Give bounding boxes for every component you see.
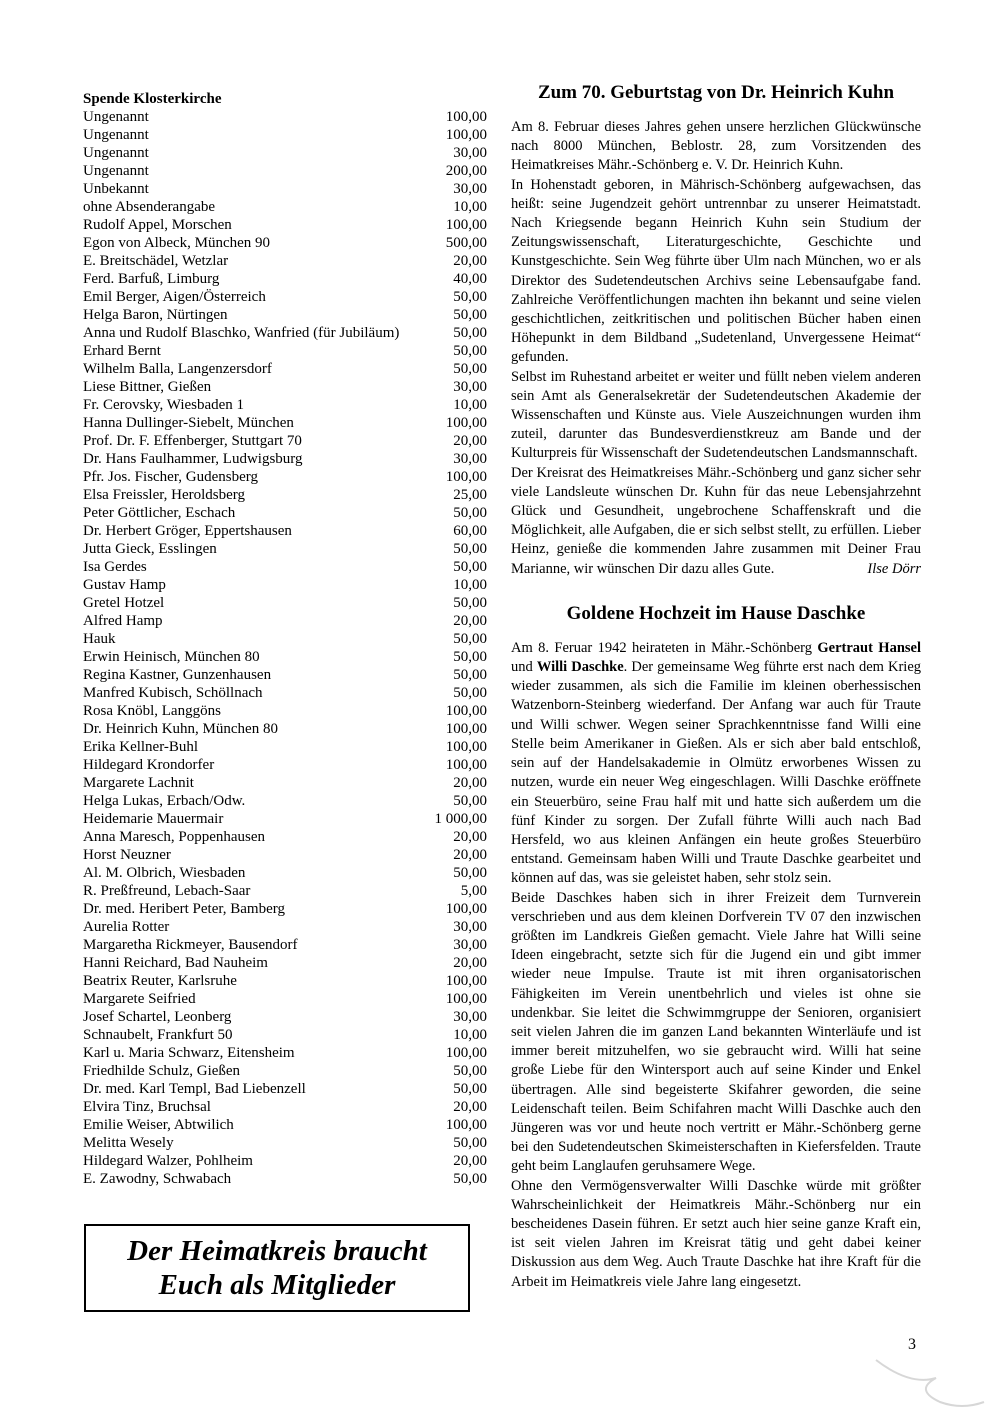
donor-name: ohne Absenderangabe xyxy=(83,199,216,215)
donation-row xyxy=(83,792,487,810)
donor-name: Ungenannt xyxy=(83,145,149,161)
article-daschke-paragraph-3: Ohne den Vermögensverwalter Willi Daschke würde mit größter Wahrscheinlichkeit der Heimatkreis Mähr.-Schönberg nur ein bescheidenes Dasein führen. Er setzt auch hier seine ganze Kraft ein, ist seit vielen Jahren im Kreisrat tätig und geht dabei keiner Diskussion aus dem Weg. Auch Traute Daschke hat ihre Kraft für die Arbeit im Heimatkreis viele Jahre lang eingesetzt. xyxy=(511,1177,921,1290)
donation-amount: 50,00 xyxy=(453,631,487,647)
donor-name: Dr. med. Heribert Peter, Bamberg xyxy=(83,901,285,917)
donation-row xyxy=(83,306,487,324)
donation-row xyxy=(83,162,487,180)
donation-amount: 50,00 xyxy=(453,325,487,341)
donor-name: Ungenannt xyxy=(83,163,149,179)
donation-amount: 50,00 xyxy=(453,649,487,665)
donation-amount: 100,00 xyxy=(445,901,487,917)
donation-row xyxy=(83,378,487,396)
donation-row xyxy=(83,342,487,360)
donor-name: Alfred Hamp xyxy=(83,613,163,629)
donation-row xyxy=(83,846,487,864)
donation-row xyxy=(83,1026,487,1044)
donation-amount: 50,00 xyxy=(453,667,487,683)
scan-artifact xyxy=(868,1352,988,1410)
donor-name: Beatrix Reuter, Karlsruhe xyxy=(83,973,237,989)
donor-name: Emilie Weiser, Abtwilich xyxy=(83,1117,234,1133)
donation-amount: 50,00 xyxy=(453,685,487,701)
donation-row xyxy=(83,972,487,990)
donation-row xyxy=(83,432,487,450)
donation-amount: 10,00 xyxy=(453,577,487,593)
article-daschke-p1-bold-name1: Gertraut Hansel xyxy=(817,639,921,656)
donation-row xyxy=(83,882,487,900)
donor-name: R. Preßfreund, Lebach-Saar xyxy=(83,883,251,899)
donation-row xyxy=(83,936,487,954)
donor-name: Helga Lukas, Erbach/Odw. xyxy=(83,793,246,809)
donation-row xyxy=(83,1152,487,1170)
donation-amount: 30,00 xyxy=(453,451,487,467)
donation-row xyxy=(83,126,487,144)
donation-row xyxy=(83,558,487,576)
donation-row xyxy=(83,522,487,540)
donation-row xyxy=(83,504,487,522)
donation-row xyxy=(83,828,487,846)
donation-row xyxy=(83,666,487,684)
donor-name: Gustav Hamp xyxy=(83,577,166,593)
donation-row xyxy=(83,900,487,918)
article-kuhn-paragraph-1: Am 8. Februar dieses Jahres gehen unsere herzlichen Glückwünsche nach 8000 München, Beblostr. 28, zum Vorsitzenden des Heimatkreises Mähr.-Schönberg e. V. Dr. Heinrich Kuhn. xyxy=(511,119,921,174)
donation-amount: 50,00 xyxy=(453,541,487,557)
donation-row xyxy=(83,414,487,432)
donation-row xyxy=(83,684,487,702)
donor-name: Hildegard Walzer, Pohlheim xyxy=(83,1153,253,1169)
donor-name: Heidemarie Mauermair xyxy=(83,811,224,827)
page-number: 3 xyxy=(908,1336,916,1353)
donation-list xyxy=(83,108,487,1188)
donor-name: Rudolf Appel, Morschen xyxy=(83,217,232,233)
donor-name: Hanna Dullinger-Siebelt, München xyxy=(83,415,294,431)
donation-row xyxy=(83,360,487,378)
donation-row xyxy=(83,180,487,198)
donor-name: Margarete Lachnit xyxy=(83,775,194,791)
donation-row xyxy=(83,1062,487,1080)
article-daschke-p1-mid: und xyxy=(511,659,537,676)
donation-amount: 10,00 xyxy=(453,1027,487,1043)
donation-column xyxy=(83,90,487,1188)
donation-row xyxy=(83,702,487,720)
donor-name: Manfred Kubisch, Schöllnach xyxy=(83,685,263,701)
donation-amount: 20,00 xyxy=(453,829,487,845)
membership-callout-line1: Der Heimatkreis braucht xyxy=(127,1235,427,1267)
donor-name: Anna Maresch, Poppenhausen xyxy=(83,829,266,845)
donation-amount: 20,00 xyxy=(453,1153,487,1169)
donation-row xyxy=(83,1170,487,1188)
donor-name: Friedhilde Schulz, Gießen xyxy=(83,1063,241,1079)
article-kuhn-paragraph-2: In Hohenstadt geboren, in Mährisch-Schönberg aufgewachsen, das heißt: seine Jugendzeit gehört untrennbar zu unserer Heimatstadt. Nach Kriegsende begann Heinrich Kuhn sein Studium der Zeitungswissenschaft, Literaturgeschichte, Geschichte und Kunstgeschichte. Sein Weg führte über Ulm nach München, wo er als Direktor des Sudetendeutschen Archivs seine Lebensaufgabe fand. Zahlreiche Veröffentlichungen machten ihn bekannt und seine vielen geschichtlichen, zeitkritischen und politischen Bücher haben einen Höhepunkt in dem Bildband „Sudetenland, Unvergessene Heimat“ gefunden. xyxy=(511,176,921,366)
donation-row xyxy=(83,918,487,936)
donation-row xyxy=(83,810,487,828)
donation-amount: 60,00 xyxy=(453,523,487,539)
donation-amount: 50,00 xyxy=(453,559,487,575)
donor-name: Schnaubelt, Frankfurt 50 xyxy=(83,1027,233,1043)
donation-amount: 50,00 xyxy=(453,289,487,305)
donor-name: Isa Gerdes xyxy=(83,559,147,575)
donor-name: Melitta Wesely xyxy=(83,1135,174,1151)
donation-amount: 100,00 xyxy=(445,1117,487,1133)
donation-row xyxy=(83,756,487,774)
donor-name: Unbekannt xyxy=(83,181,149,197)
donation-row xyxy=(83,468,487,486)
donation-row xyxy=(83,252,487,270)
donor-name: Dr. Heinrich Kuhn, München 80 xyxy=(83,721,278,737)
donation-amount: 25,00 xyxy=(453,487,487,503)
donor-name: Erwin Heinisch, München 80 xyxy=(83,649,260,665)
donation-amount: 30,00 xyxy=(453,181,487,197)
donor-name: Elvira Tinz, Bruchsal xyxy=(83,1099,211,1115)
donation-row xyxy=(83,1098,487,1116)
donation-row xyxy=(83,774,487,792)
donation-amount: 20,00 xyxy=(453,433,487,449)
donor-name: Dr. Herbert Gröger, Eppertshausen xyxy=(83,523,292,539)
article-kuhn-title: Zum 70. Geburtstag von Dr. Heinrich Kuhn xyxy=(537,82,895,103)
donation-row xyxy=(83,216,487,234)
donation-amount: 50,00 xyxy=(453,343,487,359)
donation-amount: 100,00 xyxy=(445,991,487,1007)
donation-row xyxy=(83,324,487,342)
donation-amount: 50,00 xyxy=(453,865,487,881)
donor-name: Wilhelm Balla, Langenzersdorf xyxy=(83,361,272,377)
donation-row xyxy=(83,108,487,126)
article-kuhn-paragraph-4 xyxy=(511,464,921,579)
donor-name: Egon von Albeck, München 90 xyxy=(83,235,271,251)
donor-name: Karl u. Maria Schwarz, Eitensheim xyxy=(83,1045,295,1061)
donor-name: Dr. Hans Faulhammer, Ludwigsburg xyxy=(83,451,303,467)
donation-amount: 100,00 xyxy=(445,217,487,233)
donor-name: Margaretha Rickmeyer, Bausendorf xyxy=(83,937,298,953)
donation-amount: 10,00 xyxy=(453,397,487,413)
donor-name: Rosa Knöbl, Langgöns xyxy=(83,703,221,719)
donation-row xyxy=(83,720,487,738)
donation-amount: 20,00 xyxy=(453,847,487,863)
donor-name: Peter Göttlicher, Eschach xyxy=(83,505,236,521)
donor-name: Gretel Hotzel xyxy=(83,595,165,611)
donation-amount: 20,00 xyxy=(453,955,487,971)
donation-amount: 30,00 xyxy=(453,919,487,935)
donation-amount: 100,00 xyxy=(445,109,487,125)
donation-amount: 50,00 xyxy=(453,1081,487,1097)
donation-row xyxy=(83,738,487,756)
donor-name: Horst Neuzner xyxy=(83,847,171,863)
donor-name: Al. M. Olbrich, Wiesbaden xyxy=(83,865,246,881)
donation-amount: 30,00 xyxy=(453,937,487,953)
donation-row xyxy=(83,396,487,414)
donor-name: Erika Kellner-Buhl xyxy=(83,739,199,755)
donation-amount: 100,00 xyxy=(445,127,487,143)
donor-name: Prof. Dr. F. Effenberger, Stuttgart 70 xyxy=(83,433,302,449)
donation-amount: 30,00 xyxy=(453,1009,487,1025)
article-daschke-title: Goldene Hochzeit im Hause Daschke xyxy=(566,602,866,624)
donation-row xyxy=(83,630,487,648)
donation-row xyxy=(83,1044,487,1062)
donation-row xyxy=(83,1008,487,1026)
donation-amount: 5,00 xyxy=(460,883,487,899)
donation-amount: 100,00 xyxy=(445,973,487,989)
donor-name: Regina Kastner, Gunzenhausen xyxy=(83,667,272,683)
article-daschke-p1-lead: Am 8. Feruar 1942 heirateten in Mähr.-Schönberg xyxy=(511,639,818,656)
donation-amount: 100,00 xyxy=(445,739,487,755)
donor-name: Fr. Cerovsky, Wiesbaden 1 xyxy=(83,397,245,413)
donation-amount: 50,00 xyxy=(453,1171,487,1187)
donor-name: Anna und Rudolf Blaschko, Wanfried (für Jubiläum) xyxy=(83,325,400,341)
article-daschke-p1-rest: . Der gemeinsame Weg führte erst nach dem Krieg wieder zusammen, als sich die Familie im kleinen oberhessischen Watzenborn-Steinberg wiederfand. Der Anfang war auch für Traute und Willi schwer. Wegen seiner Sprachkenntnisse fand Willi eine Stelle beim Amerikaner in Gießen. Als er sich aber bald entschloß, sein auf der Handelsakademie in Olmütz erworbenes Wissen zu nutzen, wurde ein neuer Weg eingeschlagen. Willi Daschke eröffnete ein Steuerbüro, seine Frau half mit und hatte sich außerdem um die fünf Kinder zu sorgen. Der Zufall führte Willi auch nach Bad Hersfeld, wo aus kleinen Anfängen ein heute großes Steuerbüro entstand. Gemeinsam haben Willi und Traute Daschke gearbeitet und können auf das, was sie geleistet haben, sehr stolz sein. xyxy=(511,659,922,887)
donation-amount: 30,00 xyxy=(453,379,487,395)
donation-row xyxy=(83,288,487,306)
donation-amount: 50,00 xyxy=(453,307,487,323)
donor-name: Liese Bittner, Gießen xyxy=(83,379,212,395)
donor-name: Ungenannt xyxy=(83,127,149,143)
donation-amount: 50,00 xyxy=(453,793,487,809)
donation-amount: 100,00 xyxy=(445,1045,487,1061)
article-daschke-paragraph-2: Beide Daschkes haben sich in ihrer Freizeit dem Turnverein verschrieben und aus dem kleinen Dorfverein TV 07 den inzwischen größten im Landkreis Gießen gemacht. Viele Jahre hat Willi seine Ideen eingebracht, setzte sich für die Jugend ein und gibt immer wieder neue Impulse. Traute ist mit ihren organisatorischen Fähigkeiten im Verein unentbehrlich und vieles ist ohne sie undenkbar. Sie leitet die Schwimmgruppe der Senioren, organisiert seit vielen Jahren die im ganzen Land bekannten Winterläufe und ist immer bereit mitzuhelfen, wo sie gebraucht wird. Willi hat seine große Liebe für den Wintersport auch auf seine Kinder und Enkel übertragen. Alle sind begeisterte Skifahrer geworden, die seine Leidenschaft teilen. Beim Schifahren macht Willi Daschke auch den Jüngeren was vor und heute noch vertritt er Mähr.-Schönberg gerne bei den Sudetendeutschen Skimeisterschaften in Kiefersfelden. Traute geht beim Langlaufen geruhsamere Wege. xyxy=(511,889,921,1175)
donor-name: Dr. med. Karl Templ, Bad Liebenzell xyxy=(83,1081,306,1097)
donation-row xyxy=(83,540,487,558)
donation-row xyxy=(83,864,487,882)
donation-row xyxy=(83,1116,487,1134)
donation-amount: 20,00 xyxy=(453,253,487,269)
donor-name: Aurelia Rotter xyxy=(83,919,170,935)
donation-amount: 100,00 xyxy=(445,703,487,719)
donation-row xyxy=(83,594,487,612)
donation-row xyxy=(83,486,487,504)
donation-row xyxy=(83,234,487,252)
donation-amount: 100,00 xyxy=(445,721,487,737)
donation-amount: 1 000,00 xyxy=(434,811,487,827)
article-kuhn-signature: Ilse Dörr xyxy=(867,560,921,577)
donation-amount: 200,00 xyxy=(445,163,487,179)
donation-amount: 20,00 xyxy=(453,775,487,791)
donor-name: Jutta Gieck, Esslingen xyxy=(83,541,217,557)
donation-amount: 10,00 xyxy=(453,199,487,215)
donation-row xyxy=(83,990,487,1008)
donor-name: Josef Schartel, Leonberg xyxy=(83,1009,232,1025)
membership-callout-line2: Euch als Mitglieder xyxy=(158,1269,396,1301)
donation-amount: 50,00 xyxy=(453,595,487,611)
articles-column xyxy=(511,82,921,1292)
donation-list-title: Spende Klosterkirche xyxy=(83,91,222,107)
donation-amount: 100,00 xyxy=(445,415,487,431)
donation-amount: 50,00 xyxy=(453,1063,487,1079)
article-daschke-p1-bold-name2: Willi Daschke xyxy=(536,659,624,676)
donor-name: Elsa Freissler, Heroldsberg xyxy=(83,487,246,503)
donation-row xyxy=(83,450,487,468)
donation-amount: 40,00 xyxy=(453,271,487,287)
membership-callout-box xyxy=(84,1224,470,1312)
donor-name: Ferd. Barfuß, Limburg xyxy=(83,271,220,287)
donation-row xyxy=(83,1134,487,1152)
donation-amount: 30,00 xyxy=(453,145,487,161)
donor-name: Margarete Seifried xyxy=(83,991,196,1007)
donation-row xyxy=(83,612,487,630)
donor-name: Hildegard Krondorfer xyxy=(83,757,215,773)
donation-row xyxy=(83,198,487,216)
article-kuhn-paragraph-3: Selbst im Ruhestand arbeitet er weiter und füllt neben vielem anderen sein Amt als Generalsekretär der Sudetendeutschen Akademie der Wissenschaften und Künste aus. Viele Auszeichnungen wurden ihm zuteil, darunter das Bundesverdienstkreuz am Bande und der Kulturpreis für Wissenschaft der Sudetendeutschen Landsmannschaft. xyxy=(511,368,921,462)
donor-name: Hauk xyxy=(83,631,116,647)
donor-name: Pfr. Jos. Fischer, Gudensberg xyxy=(83,469,258,485)
donation-amount: 50,00 xyxy=(453,505,487,521)
donor-name: Ungenannt xyxy=(83,109,149,125)
donor-name: Hanni Reichard, Bad Nauheim xyxy=(83,955,268,971)
donor-name: E. Zawodny, Schwabach xyxy=(83,1171,232,1187)
donor-name: E. Breitschädel, Wetzlar xyxy=(83,253,229,269)
article-daschke-paragraph-1 xyxy=(511,639,921,889)
donation-amount: 100,00 xyxy=(445,757,487,773)
donation-row xyxy=(83,954,487,972)
donation-amount: 100,00 xyxy=(445,469,487,485)
donation-amount: 20,00 xyxy=(453,1099,487,1115)
donor-name: Helga Baron, Nürtingen xyxy=(83,307,228,323)
donor-name: Erhard Bernt xyxy=(83,343,161,359)
donor-name: Emil Berger, Aigen/Österreich xyxy=(83,289,266,305)
article-kuhn-paragraph-4-text: Der Kreisrat des Heimatkreises Mähr.-Schönberg und ganz sicher sehr viele Landsleute wünschen Dr. Kuhn für das neue Lebensjahrzehnt Glück und Gesundheit, ungebrochene Schaffenskraft und die Möglichkeit, alle Aufgaben, die er sich selbst stellt, zu erfüllen. Lieber Heinz, genieße die kommenden Jahre zusammen mit Deiner Frau Marianne, wir wünschen Dir dazu alles Gute. xyxy=(511,464,921,577)
donation-row xyxy=(83,1080,487,1098)
donation-row xyxy=(83,648,487,666)
donation-row xyxy=(83,576,487,594)
donation-amount: 500,00 xyxy=(445,235,487,251)
donation-amount: 50,00 xyxy=(453,361,487,377)
donation-amount: 50,00 xyxy=(453,1135,487,1151)
donation-row xyxy=(83,270,487,288)
donation-row xyxy=(83,144,487,162)
donation-amount: 20,00 xyxy=(453,613,487,629)
